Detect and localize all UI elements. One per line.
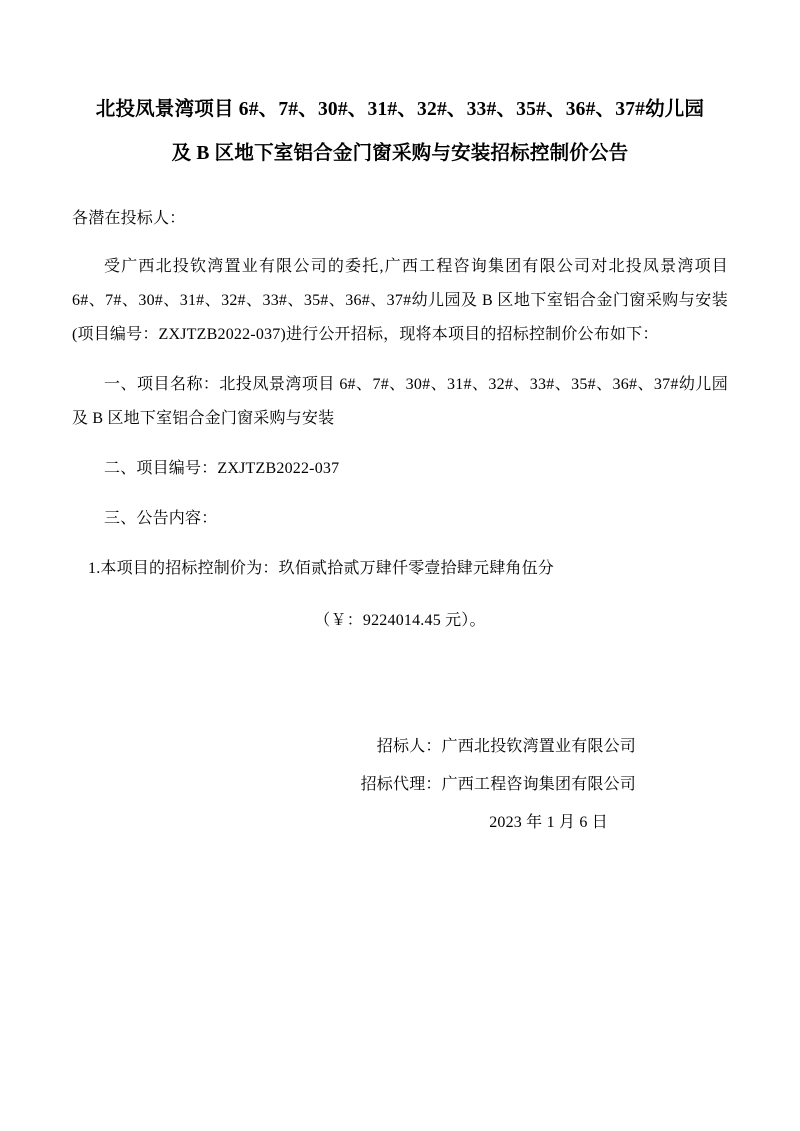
signature-agent: 招标代理：广西工程咨询集团有限公司: [360, 776, 636, 793]
item-announcement-content: 三、公告内容：: [104, 510, 218, 527]
control-price-label: 1.本项目的招标控制价为：玖佰贰拾贰万肆仟零壹拾肆元肆角伍分: [88, 560, 555, 577]
item-project-number: 二、项目编号：ZXJTZB2022-037: [104, 460, 340, 477]
page-title: [72, 88, 728, 176]
title-line-1: 北投凤景湾项目 6#、7#、30#、31#、32#、33#、35#、36#、37#幼儿园: [95, 99, 705, 120]
signature-tenderer: 招标人：广西北投钦湾置业有限公司: [376, 738, 636, 755]
title-line-2: 及 B 区地下室铝合金门窗采购与安装招标控制价公告: [171, 143, 629, 164]
item-project-name: 一、项目名称：北投凤景湾项目 6#、7#、30#、31#、32#、33#、35#、36#、37#幼儿园及 B 区地下室铝合金门窗采购与安装: [72, 376, 728, 427]
salutation: 各潜在投标人：: [72, 210, 186, 227]
signature-date: 2023 年 1 月 6 日: [489, 814, 608, 831]
document-body: [72, 250, 728, 640]
signature-block: [72, 728, 728, 842]
control-price-amount: （￥：9224014.45 元）。: [314, 612, 486, 629]
intro-paragraph: 受广西北投钦湾置业有限公司的委托,广西工程咨询集团有限公司对北投凤景湾项目 6#、7#、30#、31#、32#、33#、35#、36#、37#幼儿园及 B 区地下室铝合金门窗采购与安装(项目编号：ZXJTZB2022-037)进行公开招标，现将本项目的招标控制价公布如下：: [72, 258, 728, 343]
